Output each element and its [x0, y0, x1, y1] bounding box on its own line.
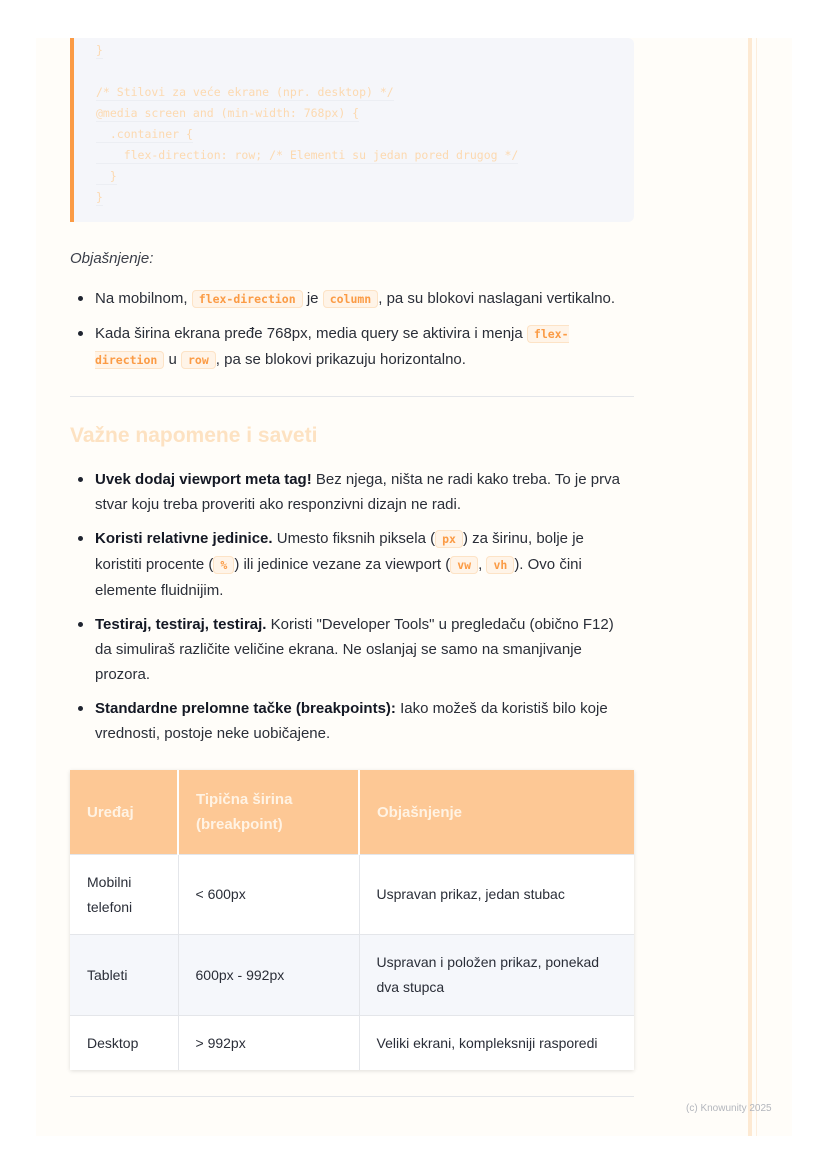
- list-item: Kada širina ekrana pređe 768px, media query se aktivira i menja flex-direction u row , pa se blokovi prikazuju horizontalno.: [70, 321, 634, 373]
- code-line: flex-direction: row; /* Elementi su jedan pored drugog */: [96, 148, 519, 162]
- table-cell: Uspravan i položen prikaz, ponekad dva stupca: [359, 935, 634, 1016]
- inline-code: flex-direction: [95, 327, 569, 367]
- table-cell: Tableti: [70, 935, 178, 1016]
- table-cell: Desktop: [70, 1016, 178, 1071]
- table-row: [70, 935, 634, 1016]
- code-line: }: [96, 43, 103, 57]
- inline-code: px: [435, 530, 463, 548]
- code-line: @media screen and (min-width: 768px) {: [96, 106, 360, 120]
- table-header-cell: Uređaj: [70, 770, 178, 855]
- inline-code: column: [323, 290, 379, 308]
- table-header-cell: Tipična širina (breakpoint): [178, 770, 359, 855]
- code-line: [96, 61, 634, 82]
- side-decoration: [748, 38, 752, 1136]
- inline-code: flex-direction: [192, 290, 303, 308]
- inline-code: row: [181, 351, 216, 369]
- table-header-cell: Objašnjenje: [359, 770, 634, 855]
- explanation-list: [70, 286, 634, 373]
- table-row: [70, 1016, 634, 1071]
- list-item: Koristi relativne jedinice. Umesto fiksnih piksela ( px ) za širinu, bolje je koristiti procente ( % ) ili jedinice vezane za viewport ( vw , vh ). Ovo čini elemente fluidnijim.: [70, 526, 634, 603]
- list-item: Uvek dodaj viewport meta tag! Bez njega, ništa ne radi kako treba. To je prva stvar koju treba proveriti ako responzivni dizajn ne radi.: [70, 467, 634, 517]
- copyright-footer: (c) Knowunity 2025: [686, 1103, 772, 1114]
- main-content: [70, 38, 634, 1097]
- code-block: [70, 38, 634, 222]
- code-line: }: [96, 169, 117, 183]
- table-row: [70, 855, 634, 935]
- explanation-label: Objašnjenje:: [70, 250, 154, 267]
- code-line: /* Stilovi za veće ekrane (npr. desktop) */: [96, 85, 394, 99]
- section-title: Važne napomene i saveti: [70, 424, 318, 447]
- code-line: }: [96, 190, 103, 204]
- code-line: .container {: [96, 127, 193, 141]
- table-cell: < 600px: [178, 855, 359, 935]
- divider: [70, 396, 634, 397]
- breakpoints-table: [70, 770, 634, 1070]
- table-cell: Veliki ekrani, kompleksniji rasporedi: [359, 1016, 634, 1071]
- table-cell: Mobilni telefoni: [70, 855, 178, 935]
- inline-code: %: [213, 556, 234, 574]
- list-item: Na mobilnom, flex-direction je column , pa su blokovi naslagani vertikalno.: [70, 286, 634, 312]
- inline-code: vh: [486, 556, 514, 574]
- side-decoration-line: [756, 38, 757, 1136]
- inline-code: vw: [450, 556, 478, 574]
- table-cell: Uspravan prikaz, jedan stubac: [359, 855, 634, 935]
- list-item: Standardne prelomne tačke (breakpoints): Iako možeš da koristiš bilo koje vrednosti, postoje neke uobičajene.: [70, 696, 634, 746]
- tips-list: [70, 467, 634, 746]
- list-item: Testiraj, testiraj, testiraj. Koristi "Developer Tools" u pregledaču (obično F12) da simuliraš različite veličine ekrana. Ne oslanjaj se samo na smanjivanje prozora.: [70, 612, 634, 687]
- table-cell: 600px - 992px: [178, 935, 359, 1016]
- table-cell: > 992px: [178, 1016, 359, 1071]
- table-header-row: [70, 770, 634, 855]
- divider: [70, 1096, 634, 1097]
